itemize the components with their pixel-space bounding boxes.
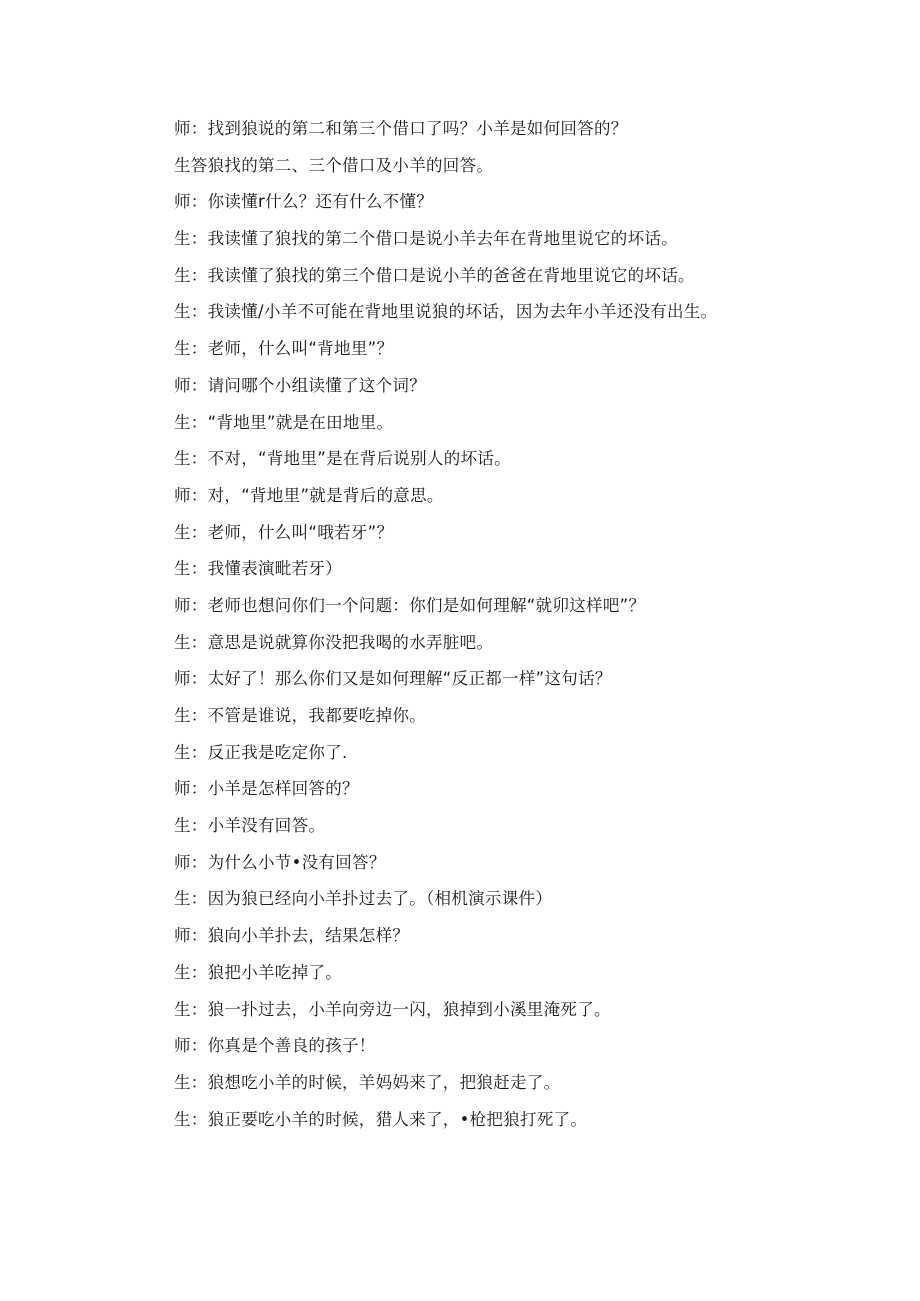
dialogue-line: 生：我读懂了狼找的第三个借口是说小羊的爸爸在背地里说它的坏话。	[174, 265, 695, 285]
dialogue-line: 师：对，“背地里”就是背后的意思。	[174, 485, 444, 505]
dialogue-line: 生：意思是说就算你没把我喝的水弄脏吧。	[174, 632, 494, 652]
dialogue-line: 师：找到狼说的第二和第三个借口了吗？小羊是如何回答的？	[174, 119, 628, 138]
dialogue-line: 生：我读懂了狼找的第二个借口是说小羊去年在背地里说它的坏话。	[174, 229, 678, 249]
dialogue-line: 师：太好了！那么你们又是如何理解“反正都一样”这句话？	[174, 669, 612, 689]
dialogue-line: 生：不对，“背地里”是在背后说别人的坏话。	[174, 449, 511, 469]
dialogue-line: 师：狼向小羊扑去，结果怎样？	[174, 926, 410, 946]
dialogue-line: 师：你真是个善良的孩子！	[174, 1036, 376, 1056]
dialogue-line: 生答狼找的第二、三个借口及小羊的回答。	[174, 155, 494, 175]
dialogue-line: 师：你读懂r什么？还有什么不懂？	[174, 192, 434, 212]
dialogue-line: 生：狼正要吃小羊的时候，猎人来了，•枪把狼打死了。	[174, 1109, 588, 1129]
dialogue-line: 师：请问哪个小组读懂了这个词？	[174, 375, 426, 395]
dialogue-line: 师：为什么小节•没有回答？	[174, 852, 386, 872]
dialogue-line: 师：老师也想问你们一个问题：你们是如何理解“就卯这样吧”？	[174, 595, 646, 615]
dialogue-line: 生：小羊没有回答。	[174, 816, 326, 836]
dialogue-line: 生：狼一扑过去，小羊向旁边一闪，狼掉到小溪里淹死了。	[174, 999, 611, 1019]
dialogue-line: 生：老师，什么叫“哦若牙”？	[174, 522, 394, 542]
dialogue-line: 生：“背地里”就是在田地里。	[174, 412, 394, 432]
dialogue-line: 生：反正我是吃定你了.	[174, 742, 348, 762]
dialogue-line: 生：狼想吃小羊的时候，羊妈妈来了，把狼赶走了。	[174, 1072, 561, 1092]
dialogue-line: 生：老师，什么叫“背地里”？	[174, 339, 394, 359]
dialogue-line: 生：狼把小羊吃掉了。	[174, 962, 342, 982]
dialogue-line: 生：不管是谁说，我都要吃掉你。	[174, 706, 426, 725]
dialogue-list	[174, 116, 874, 1143]
dialogue-line: 生：我读懂/小羊不可能在背地里说狼的坏话，因为去年小羊还没有出生。	[174, 302, 718, 322]
dialogue-line: 生：我懂表演毗若牙）	[174, 559, 342, 579]
dialogue-line: 师：小羊是怎样回答的？	[174, 779, 359, 799]
dialogue-line: 生：因为狼已经向小羊扑过去了。（相机演示课件）	[174, 889, 553, 909]
